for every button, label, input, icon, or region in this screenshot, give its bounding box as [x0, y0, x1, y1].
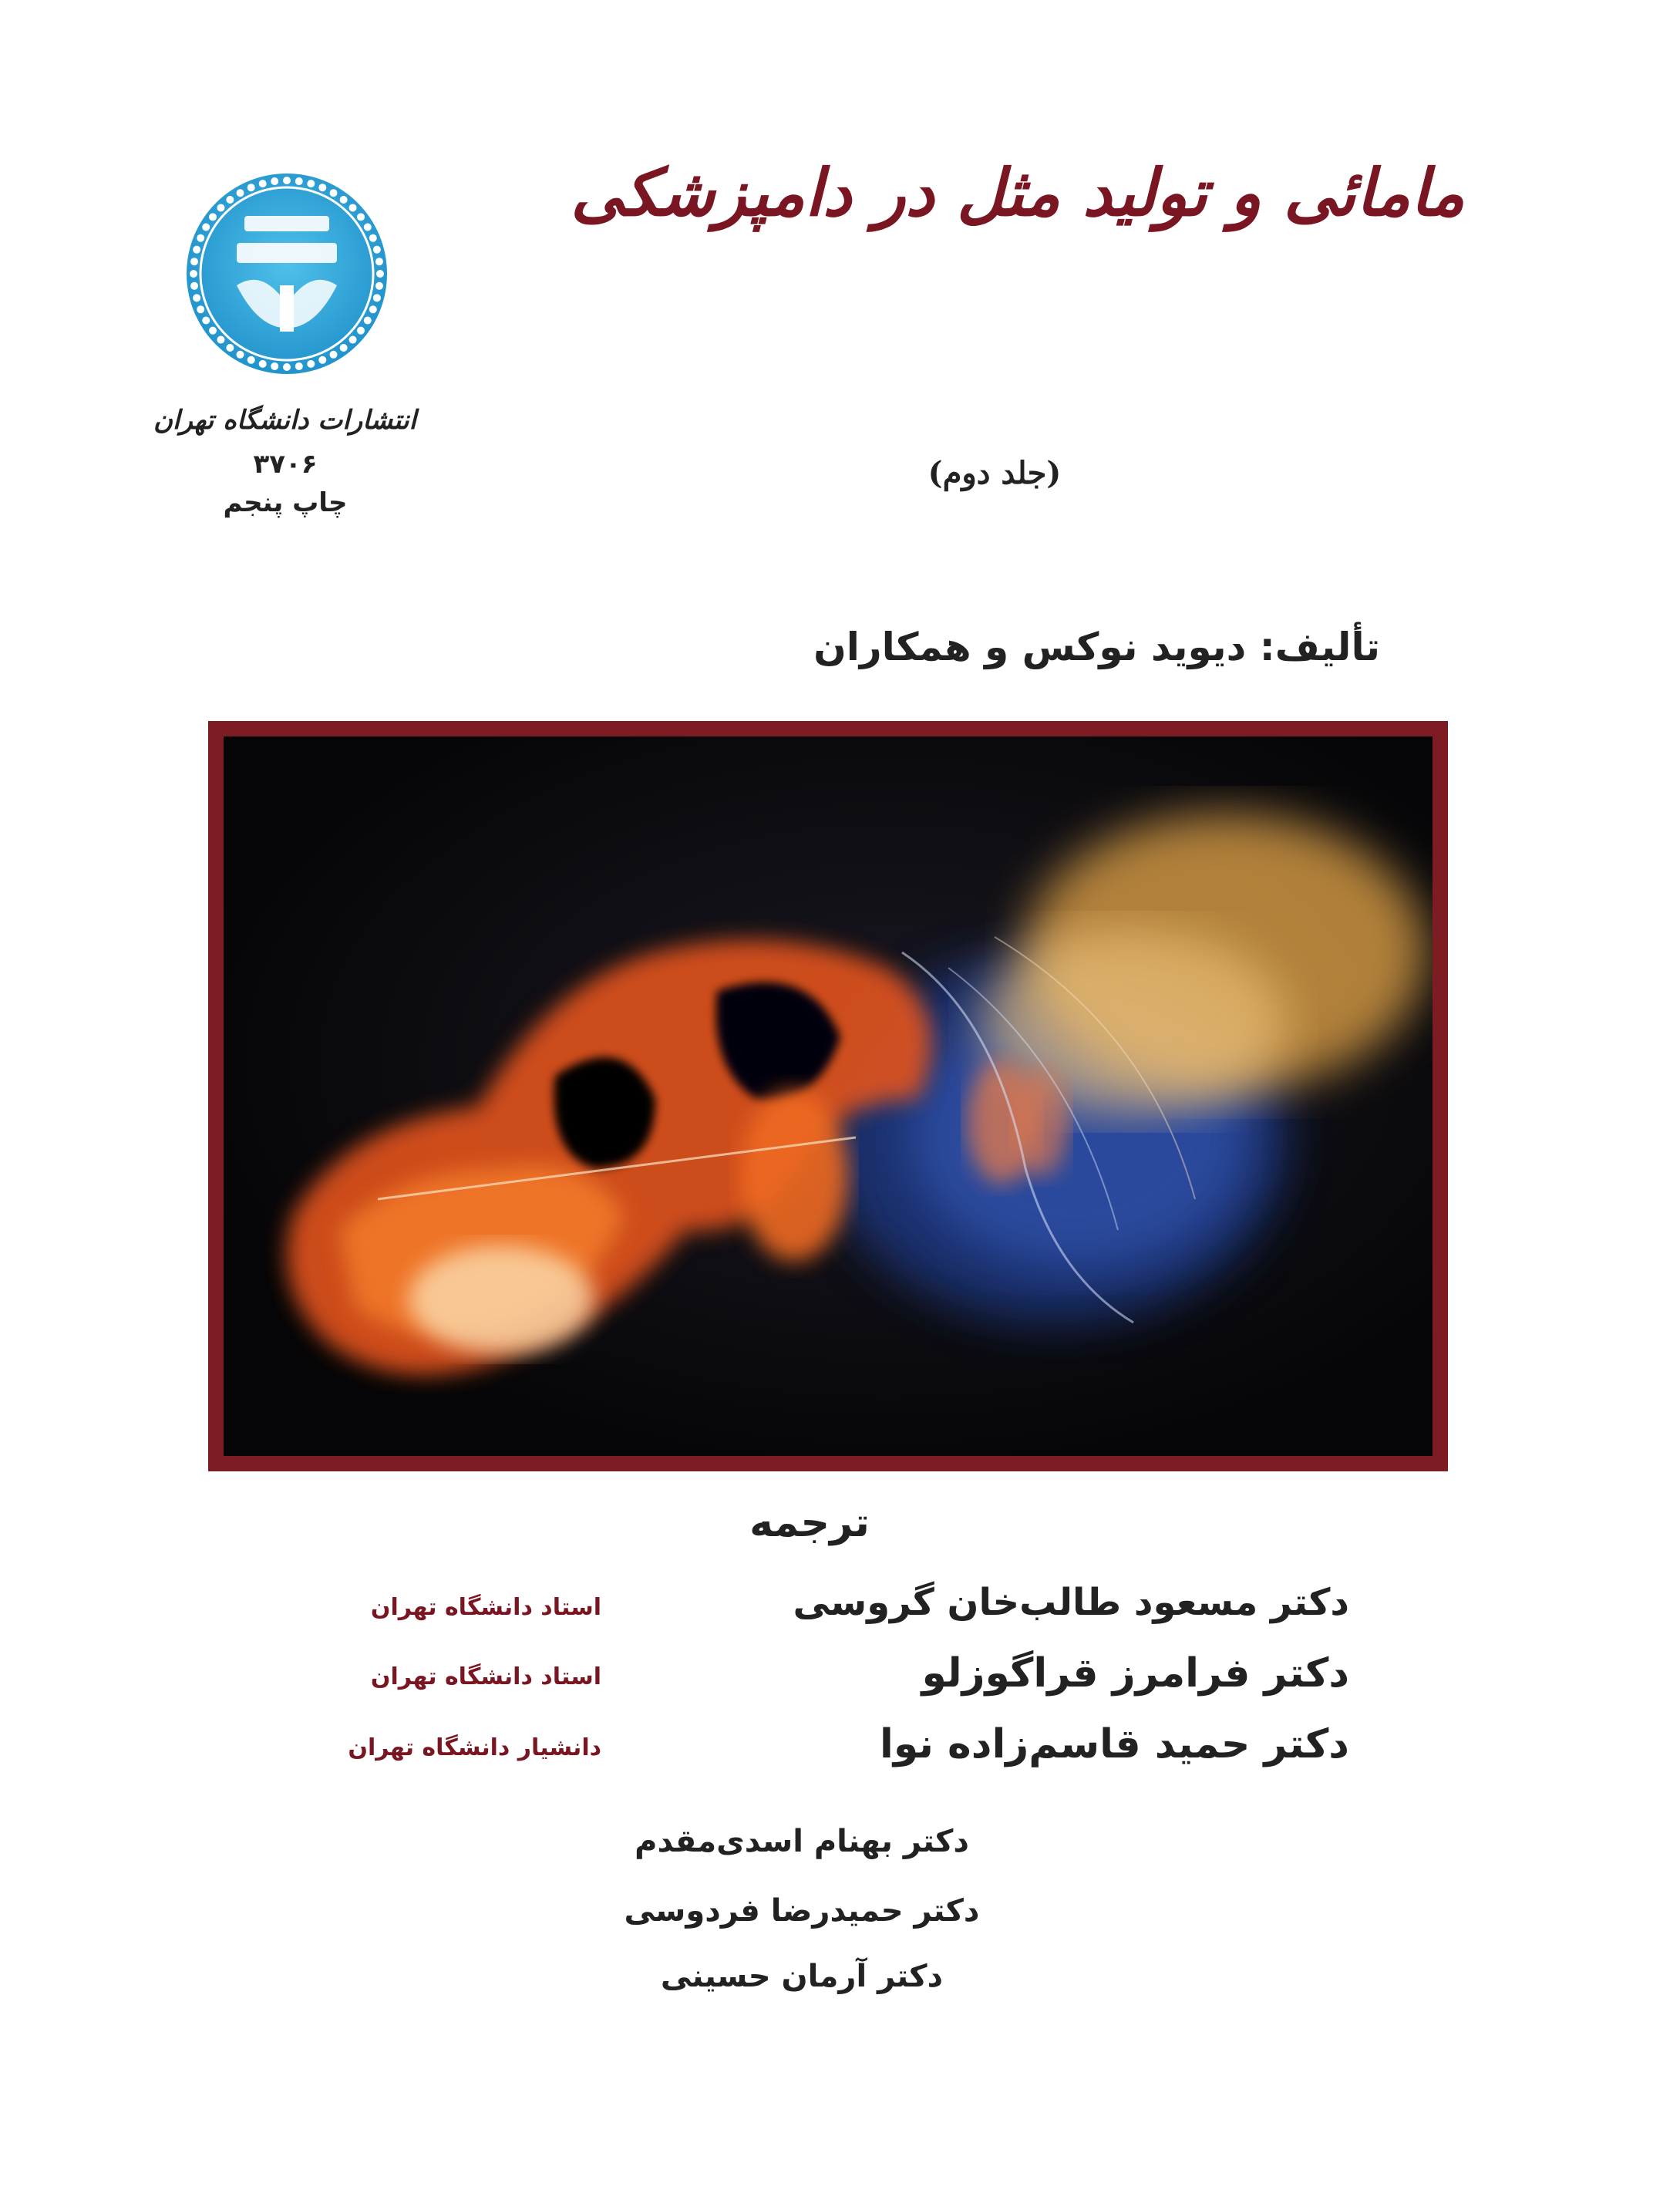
- translator-title: استاد دانشگاه تهران: [370, 1663, 601, 1690]
- translator-name: دکتر مسعود طالب‌خان گروسی: [793, 1581, 1349, 1624]
- collaborator-name: دکتر حمیدرضا فردوسی: [624, 1893, 980, 1929]
- translation-label: ترجمه: [749, 1500, 870, 1546]
- collaborator-name: دکتر بهنام اسدی‌مقدم: [635, 1824, 969, 1859]
- publisher-name: انتشارات دانشگاه تهران: [153, 405, 416, 436]
- translator-name: دکتر حمید قاسم‌زاده نوا: [880, 1721, 1349, 1767]
- university-of-tehran-seal-icon: [183, 170, 391, 378]
- translator-name: دکتر فرامرز قراگوزلو: [921, 1650, 1349, 1697]
- cover-photo: [208, 721, 1448, 1471]
- edition-label: چاپ پنجم: [223, 487, 348, 518]
- translator-title: دانشیار دانشگاه تهران: [348, 1734, 601, 1761]
- book-title: مامائی و تولید مثل در دامپزشکی: [571, 154, 1465, 231]
- publication-number: ۳۷۰۶: [253, 449, 318, 480]
- collaborator-name: دکتر آرمان حسینی: [660, 1959, 944, 1994]
- translator-title: استاد دانشگاه تهران: [370, 1594, 601, 1621]
- author-line: تألیف: دیوید نوکس و همکاران: [813, 625, 1380, 669]
- volume-label: (جلد دوم): [928, 455, 1062, 491]
